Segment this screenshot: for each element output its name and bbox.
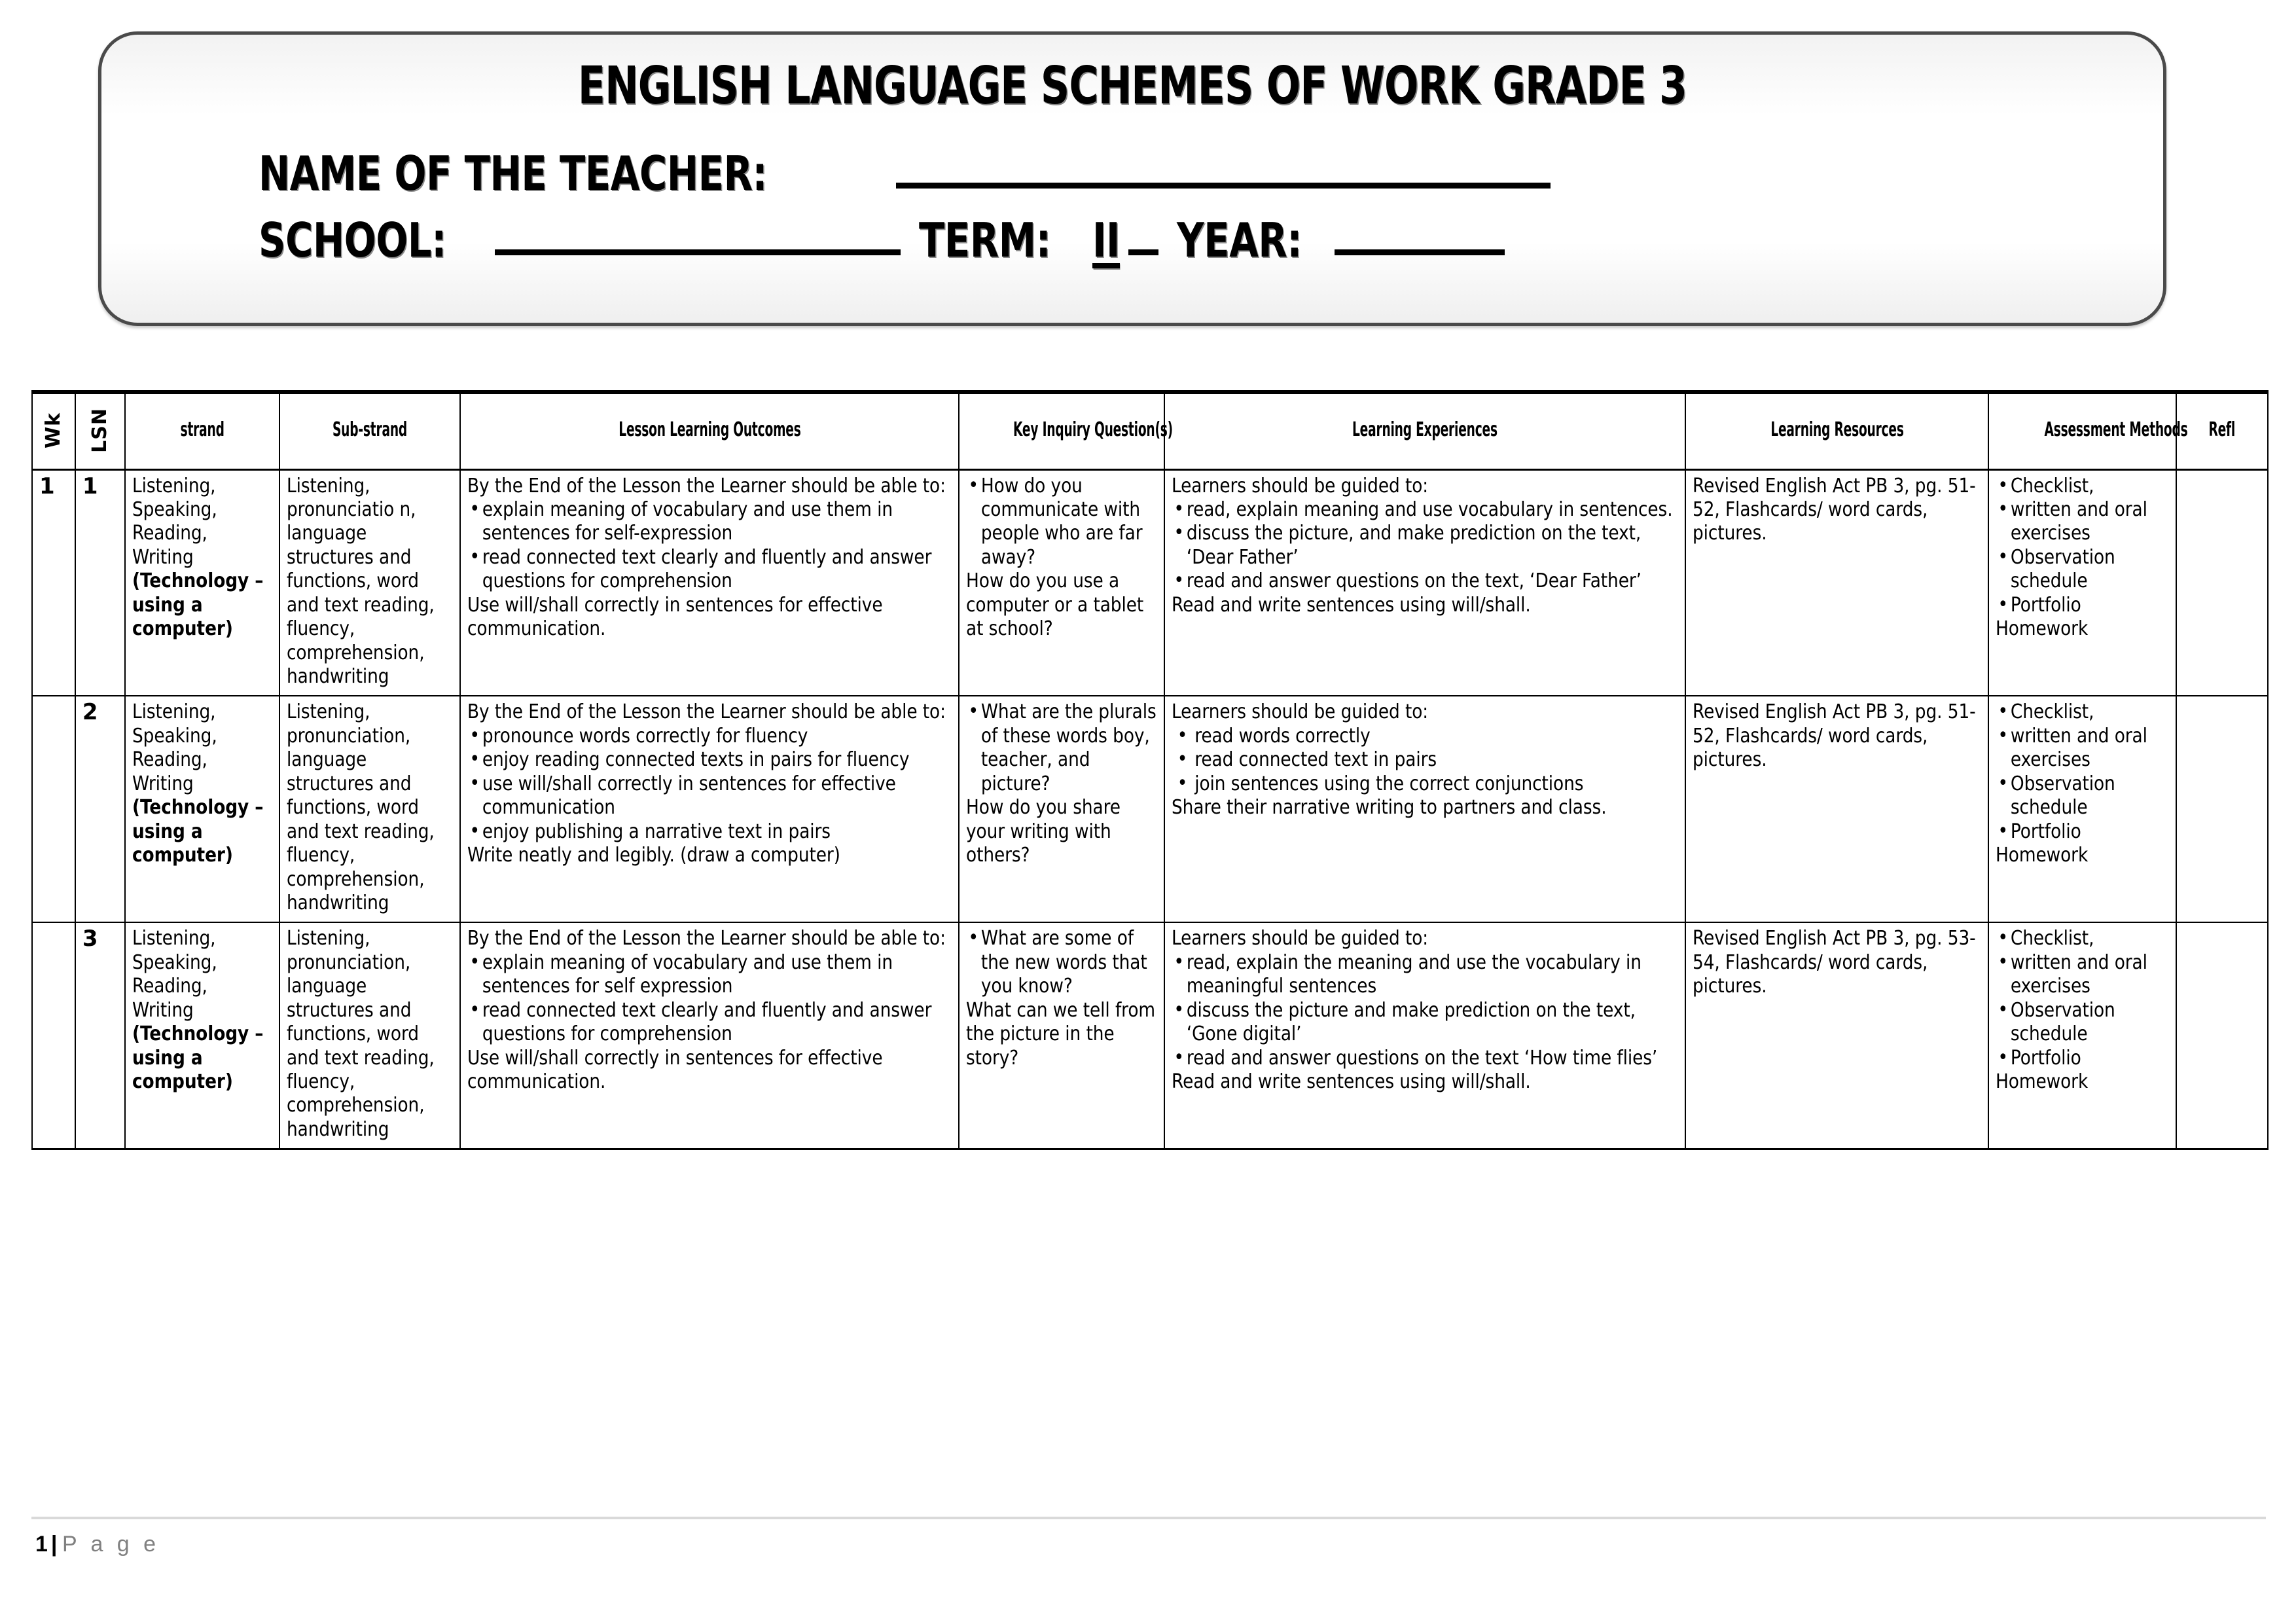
list-item: • read connected text in pairs [1172,748,1679,772]
list-item: • Portfolio [1996,1047,2170,1070]
list-item: • read, explain meaning and use vocabulary in sentences. [1172,498,1679,522]
list-item: • What are the plurals of these words boy, teacher, and picture? [966,700,1158,796]
page-word: P a g e [62,1532,160,1557]
cell-outcomes [460,696,959,922]
list-item: • read, explain the meaning and use the vocabulary in meaningful sentences [1172,951,1679,999]
strand-bold-text: (Technology – using a computer) [132,1022,264,1093]
experiences-tail: Read and write sentences using will/shall. [1172,593,1531,617]
cell-strand [125,469,279,696]
kiq-tail: How do you use a computer or a tablet at school? [966,569,1144,641]
cell-resources [1685,696,1988,922]
outcomes-bullet-list [467,725,953,844]
list-item: • pronounce words correctly for fluency [467,725,953,748]
year-blank[interactable] [1335,249,1505,255]
outcomes-intro: By the End of the Lesson the Learner should be able to: [467,927,946,950]
page-number: 1 [35,1532,48,1557]
cell-assessment [1988,469,2176,696]
cell-strand [125,922,279,1149]
list-item: • Checklist, [1996,700,2170,724]
list-item: • read connected text clearly and fluently and answer questions for comprehension [467,999,953,1047]
list-item: • Checklist, [1996,475,2170,498]
list-item: • What are some of the new words that you know? [966,927,1158,998]
cell-key-inquiry [959,696,1164,922]
school-term-year-field-row [259,213,1506,268]
list-item: • enjoy publishing a narrative text in pairs [467,820,953,844]
list-item: • written and oral exercises [1996,498,2170,546]
outcomes-bullet-list [467,498,953,594]
list-item: • enjoy reading connected texts in pairs for fluency [467,748,953,772]
teacher-name-label: NAME OF THE TEACHER: [259,146,768,201]
cell-experiences [1164,922,1685,1149]
list-item: • Checklist, [1996,927,2170,950]
cell-refl[interactable] [2176,696,2268,922]
experiences-bullet-list [1172,498,1679,594]
outcomes-bullet-list [467,951,953,1047]
strand-plain-text: Listening, Speaking, Reading, Writing [132,700,217,795]
footer [35,1532,160,1557]
cell-experiences [1164,469,1685,696]
kiq-bullet-list [966,927,1158,998]
strand-plain-text: Listening, Speaking, Reading, Writing [132,927,217,1022]
resources-text: Revised English Act PB 3, pg. 51-52, Flashcards/ word cards, pictures. [1693,700,1976,772]
assessment-tail: Homework [1996,617,2089,641]
assessment-bullet-list [1996,475,2170,618]
list-item: • discuss the picture, and make prediction on the text, ‘Dear Father’ [1172,522,1679,569]
cell-substrand [279,922,460,1149]
outcomes-tail: Use will/shall correctly in sentences for effective communication. [467,593,883,641]
document-header-box [98,31,2166,326]
column-header-assessment: Assessment Methods [1988,392,2176,469]
footer-separator: | [50,1532,58,1557]
term-label: TERM: [918,213,1050,268]
experiences-bullet-list [1172,951,1679,1070]
column-header-substrand: Sub-strand [279,392,460,469]
cell-experiences [1164,696,1685,922]
cell-substrand [279,469,460,696]
outcomes-tail: Use will/shall correctly in sentences for effective communication. [467,1046,883,1093]
year-label: YEAR: [1176,213,1302,268]
list-item: • Observation schedule [1996,999,2170,1047]
column-header-strand: strand [125,392,279,469]
table-row [32,922,2268,1149]
kiq-tail: How do you share your writing with others? [966,796,1121,867]
column-header-lsn: LSN [75,392,125,469]
cell-refl[interactable] [2176,469,2268,696]
list-item: • use will/shall correctly in sentences for effective communication [467,772,953,820]
list-item: • explain meaning of vocabulary and use them in sentences for self expression [467,951,953,999]
list-item: • read and answer questions on the text, ‘Dear Father’ [1172,569,1679,593]
experiences-intro: Learners should be guided to: [1172,474,1429,497]
list-item: • How do you communicate with people who are far away? [966,475,1158,570]
list-item: • read words correctly [1172,725,1679,748]
outcomes-intro: By the End of the Lesson the Learner should be able to: [467,700,946,724]
cell-wk [32,696,75,922]
schemes-of-work-table [31,390,2269,1150]
column-header-resources: Learning Resources [1685,392,1988,469]
term-value[interactable]: II [1092,213,1121,268]
column-header-wk: Wk [32,392,75,469]
term-blank[interactable] [1128,249,1158,255]
assessment-tail: Homework [1996,844,2089,867]
outcomes-intro: By the End of the Lesson the Learner should be able to: [467,474,946,497]
kiq-bullet-list [966,475,1158,570]
cell-assessment [1988,922,2176,1149]
list-item: • Observation schedule [1996,772,2170,820]
list-item: • read connected text clearly and fluently and answer questions for comprehension [467,546,953,594]
cell-resources [1685,469,1988,696]
list-item: • read and answer questions on the text ‘How time flies’ [1172,1047,1679,1070]
experiences-bullet-list [1172,725,1679,796]
cell-resources [1685,922,1988,1149]
substrand-text: Listening, pronunciation, language structures and functions, word and text reading, fluency, comprehension, handwriting [286,927,435,1141]
footer-divider [31,1517,2266,1519]
kiq-tail: What can we tell from the picture in the story? [966,998,1156,1070]
experiences-intro: Learners should be guided to: [1172,700,1429,724]
table-body [32,469,2268,1149]
cell-outcomes [460,469,959,696]
assessment-bullet-list [1996,700,2170,844]
cell-lsn: 3 [75,922,125,1149]
cell-substrand [279,696,460,922]
list-item: • explain meaning of vocabulary and use them in sentences for self-expression [467,498,953,546]
cell-lsn: 2 [75,696,125,922]
cell-lsn: 1 [75,469,125,696]
table-header-row [32,392,2268,469]
list-item: • written and oral exercises [1996,725,2170,772]
outcomes-tail: Write neatly and legibly. (draw a computer) [467,844,840,867]
experiences-intro: Learners should be guided to: [1172,927,1429,950]
list-item: • discuss the picture and make prediction on the text, ‘Gone digital’ [1172,999,1679,1047]
column-header-refl: Refl [2176,392,2268,469]
cell-key-inquiry [959,469,1164,696]
kiq-bullet-list [966,700,1158,796]
school-label: SCHOOL: [259,213,446,268]
cell-wk [32,922,75,1149]
column-header-experiences: Learning Experiences [1164,392,1685,469]
school-blank[interactable] [495,249,901,255]
cell-key-inquiry [959,922,1164,1149]
cell-assessment [1988,696,2176,922]
strand-bold-text: (Technology – using a computer) [132,569,264,641]
cell-wk: 1 [32,469,75,696]
list-item: • Portfolio [1996,820,2170,844]
list-item: • written and oral exercises [1996,951,2170,999]
experiences-tail: Read and write sentences using will/shall. [1172,1070,1531,1093]
substrand-text: Listening, pronunciation, language structures and functions, word and text reading, fluency, comprehension, handwriting [286,700,435,914]
cell-strand [125,696,279,922]
list-item: • Portfolio [1996,594,2170,617]
assessment-bullet-list [1996,927,2170,1070]
substrand-text: Listening, pronunciatio n, language structures and functions, word and text reading, fluency, comprehension, handwriting [286,474,435,688]
strand-plain-text: Listening, Speaking, Reading, Writing [132,474,217,569]
experiences-tail: Share their narrative writing to partners and class. [1172,796,1607,820]
resources-text: Revised English Act PB 3, pg. 51-52, Flashcards/ word cards, pictures. [1693,474,1976,545]
list-item: • join sentences using the correct conjunctions [1172,772,1679,796]
teacher-name-blank[interactable] [896,183,1551,189]
column-header-key-inquiry: Key Inquiry Question(s) [959,392,1164,469]
column-header-outcomes: Lesson Learning Outcomes [460,392,959,469]
cell-outcomes [460,922,959,1149]
teacher-name-field-row [259,146,1552,201]
strand-bold-text: (Technology – using a computer) [132,796,264,867]
cell-refl[interactable] [2176,922,2268,1149]
list-item: • Observation schedule [1996,546,2170,594]
page-title: ENGLISH LANGUAGE SCHEMES OF WORK GRADE 3 [577,56,1687,116]
assessment-tail: Homework [1996,1070,2089,1093]
table-row [32,469,2268,696]
table-row [32,696,2268,922]
resources-text: Revised English Act PB 3, pg. 53-54, Flashcards/ word cards, pictures. [1693,927,1976,998]
